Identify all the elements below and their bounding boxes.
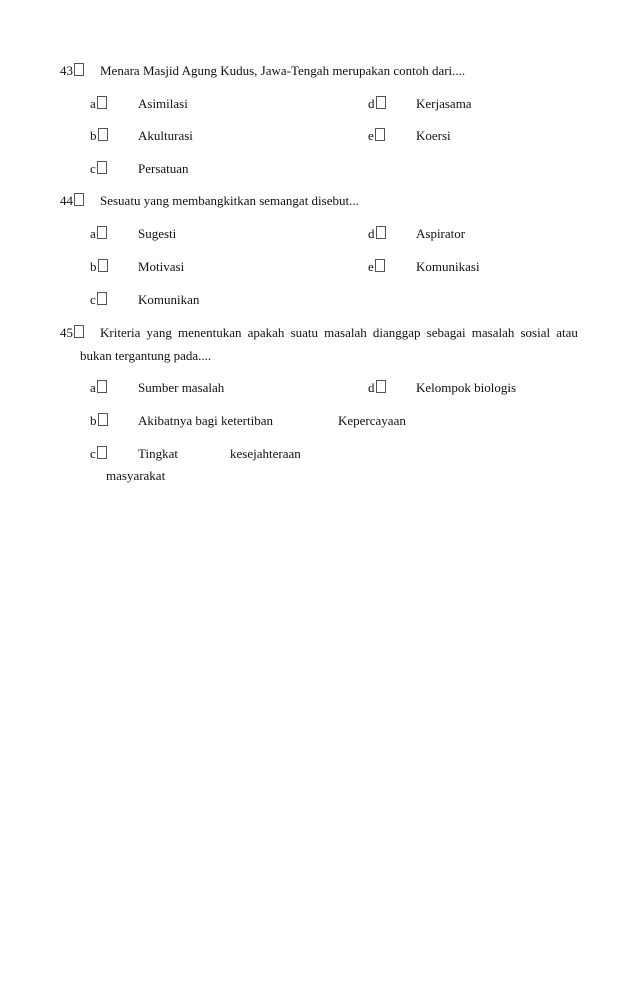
missing-glyph-icon	[97, 446, 107, 459]
q43-option-d-text: Kerjasama	[416, 96, 472, 111]
q43-option-a-letter: a	[90, 96, 107, 112]
q45-option-d-letter: d	[368, 380, 386, 396]
q43-option-c-letter: c	[90, 161, 107, 177]
q44-option-a-letter: a	[90, 226, 107, 242]
question-44-text: Sesuatu yang membangkitkan semangat disebut...	[100, 193, 359, 208]
missing-glyph-icon	[97, 226, 107, 239]
q45-option-a-text: Sumber masalah	[138, 380, 225, 395]
q44-option-d-text: Aspirator	[416, 226, 466, 241]
q43-option-b-letter: b	[90, 128, 108, 144]
q43-option-a-text: Asimilasi	[138, 96, 188, 111]
q45-option-c-text-line2: masyarakat	[106, 468, 166, 483]
missing-glyph-icon	[74, 325, 84, 338]
q44-option-a-text: Sugesti	[138, 226, 177, 241]
question-45-text-line1: Kriteria yang menentukan apakah suatu masalah dianggap sebagai masalah sosial atau	[100, 325, 578, 340]
q44-option-b-letter: b	[90, 259, 108, 275]
missing-glyph-icon	[376, 380, 386, 393]
q43-option-c-text: Persatuan	[138, 161, 189, 176]
question-45-text-line2: bukan tergantung pada....	[80, 348, 212, 363]
q43-option-e-text: Koersi	[416, 128, 451, 143]
question-45-number: 45	[60, 325, 84, 341]
missing-glyph-icon	[376, 96, 386, 109]
q44-option-b-text: Motivasi	[138, 259, 185, 274]
missing-glyph-icon	[97, 96, 107, 109]
q45-option-b-text: Akibatnya bagi ketertiban	[138, 413, 274, 428]
missing-glyph-icon	[97, 161, 107, 174]
q45-option-c-letter: c	[90, 446, 107, 462]
q43-option-e-letter: e	[368, 128, 385, 144]
q44-option-c-letter: c	[90, 292, 107, 308]
q44-option-e-letter: e	[368, 259, 385, 275]
missing-glyph-icon	[98, 259, 108, 272]
q44-option-d-letter: d	[368, 226, 386, 242]
missing-glyph-icon	[97, 292, 107, 305]
question-43-text: Menara Masjid Agung Kudus, Jawa-Tengah merupakan contoh dari....	[100, 63, 466, 78]
question-44-number: 44	[60, 193, 84, 209]
q45-option-b-extra-text: Kepercayaan	[338, 413, 406, 428]
q43-option-b-text: Akulturasi	[138, 128, 193, 143]
q45-option-c-text-part1: Tingkat	[138, 446, 178, 461]
q44-option-e-text: Komunikasi	[416, 259, 480, 274]
q45-option-c-text-part2: kesejahteraan	[230, 446, 301, 461]
q45-option-a-letter: a	[90, 380, 107, 396]
missing-glyph-icon	[98, 413, 108, 426]
missing-glyph-icon	[98, 128, 108, 141]
missing-glyph-icon	[74, 63, 84, 76]
q44-option-c-text: Komunikan	[138, 292, 200, 307]
q45-option-d-text: Kelompok biologis	[416, 380, 517, 395]
missing-glyph-icon	[97, 380, 107, 393]
missing-glyph-icon	[375, 259, 385, 272]
q45-option-b-letter: b	[90, 413, 108, 429]
missing-glyph-icon	[375, 128, 385, 141]
question-43-number: 43	[60, 63, 84, 79]
q43-option-d-letter: d	[368, 96, 386, 112]
missing-glyph-icon	[376, 226, 386, 239]
missing-glyph-icon	[74, 193, 84, 206]
